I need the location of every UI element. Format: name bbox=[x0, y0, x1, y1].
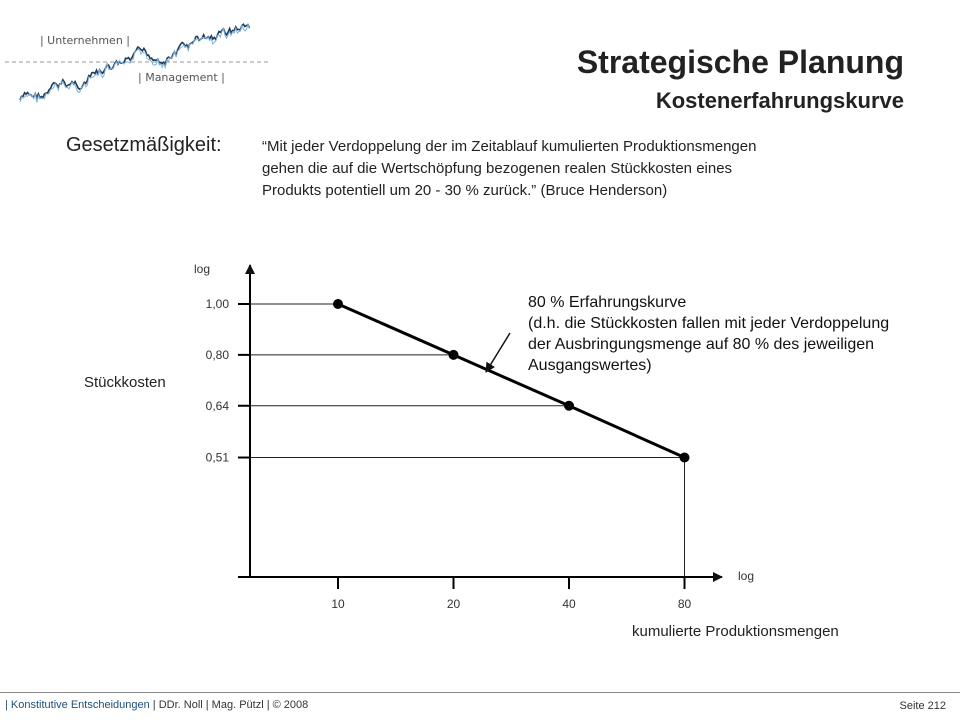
annotation-line: 80 % Erfahrungskurve bbox=[528, 294, 687, 311]
y-tick-label: 1,00 bbox=[205, 297, 229, 311]
y-tick-label: 0,80 bbox=[205, 347, 229, 362]
footer-info bbox=[5, 699, 308, 711]
curve-annotation bbox=[528, 292, 889, 376]
page-subtitle: Kostenerfahrungskurve bbox=[655, 88, 904, 113]
logo-tag-bottom: | Management | bbox=[138, 71, 225, 84]
quote-line: “Mit jeder Verdoppelung der im Zeitablauf kumulierten Produktionsmengen bbox=[262, 138, 757, 155]
quote-line: gehen die auf die Wertschöpfung bezogenen realen Stückkosten eines bbox=[262, 160, 733, 177]
law-label: Gesetzmäßigkeit: bbox=[66, 134, 222, 156]
logo-tag-top: | Unternehmen | bbox=[39, 34, 130, 47]
annotation-line: (d.h. die Stückkosten fallen mit jeder Verdoppelung bbox=[528, 315, 890, 332]
annotation-arrow bbox=[486, 333, 510, 372]
x-tick-label: 40 bbox=[562, 597, 576, 611]
data-point bbox=[333, 299, 343, 309]
y-axis-label: Stückkosten bbox=[84, 374, 166, 391]
footer-divider bbox=[0, 692, 960, 693]
x-tick-label: 20 bbox=[446, 597, 461, 611]
footer-authors: | DDr. Noll | Mag. Pützl | © 2008 bbox=[149, 699, 309, 711]
data-point bbox=[449, 350, 459, 360]
data-point bbox=[564, 401, 574, 411]
x-scale-label: log bbox=[738, 569, 755, 583]
annotation-line: Ausgangswertes) bbox=[528, 357, 652, 374]
x-axis-label: kumulierte Produktionsmengen bbox=[632, 623, 839, 640]
x-tick-label: 80 bbox=[677, 597, 692, 611]
page-number: Seite 212 bbox=[899, 700, 946, 712]
y-tick-label: 0,51 bbox=[205, 450, 229, 465]
data-point bbox=[680, 453, 690, 463]
annotation-line: der Ausbringungsmenge auf 80 % des jeweiligen bbox=[528, 336, 875, 353]
page-title: Strategische Planung bbox=[576, 44, 904, 80]
footer-section: | Konstitutive Entscheidungen bbox=[5, 699, 150, 711]
y-tick-label: 0,64 bbox=[205, 398, 229, 413]
quote-line: Produkts potentiell um 20 - 30 % zurück.” (Bruce Henderson) bbox=[262, 182, 668, 199]
x-tick-label: 10 bbox=[331, 597, 345, 611]
y-scale-label: log bbox=[193, 262, 211, 276]
